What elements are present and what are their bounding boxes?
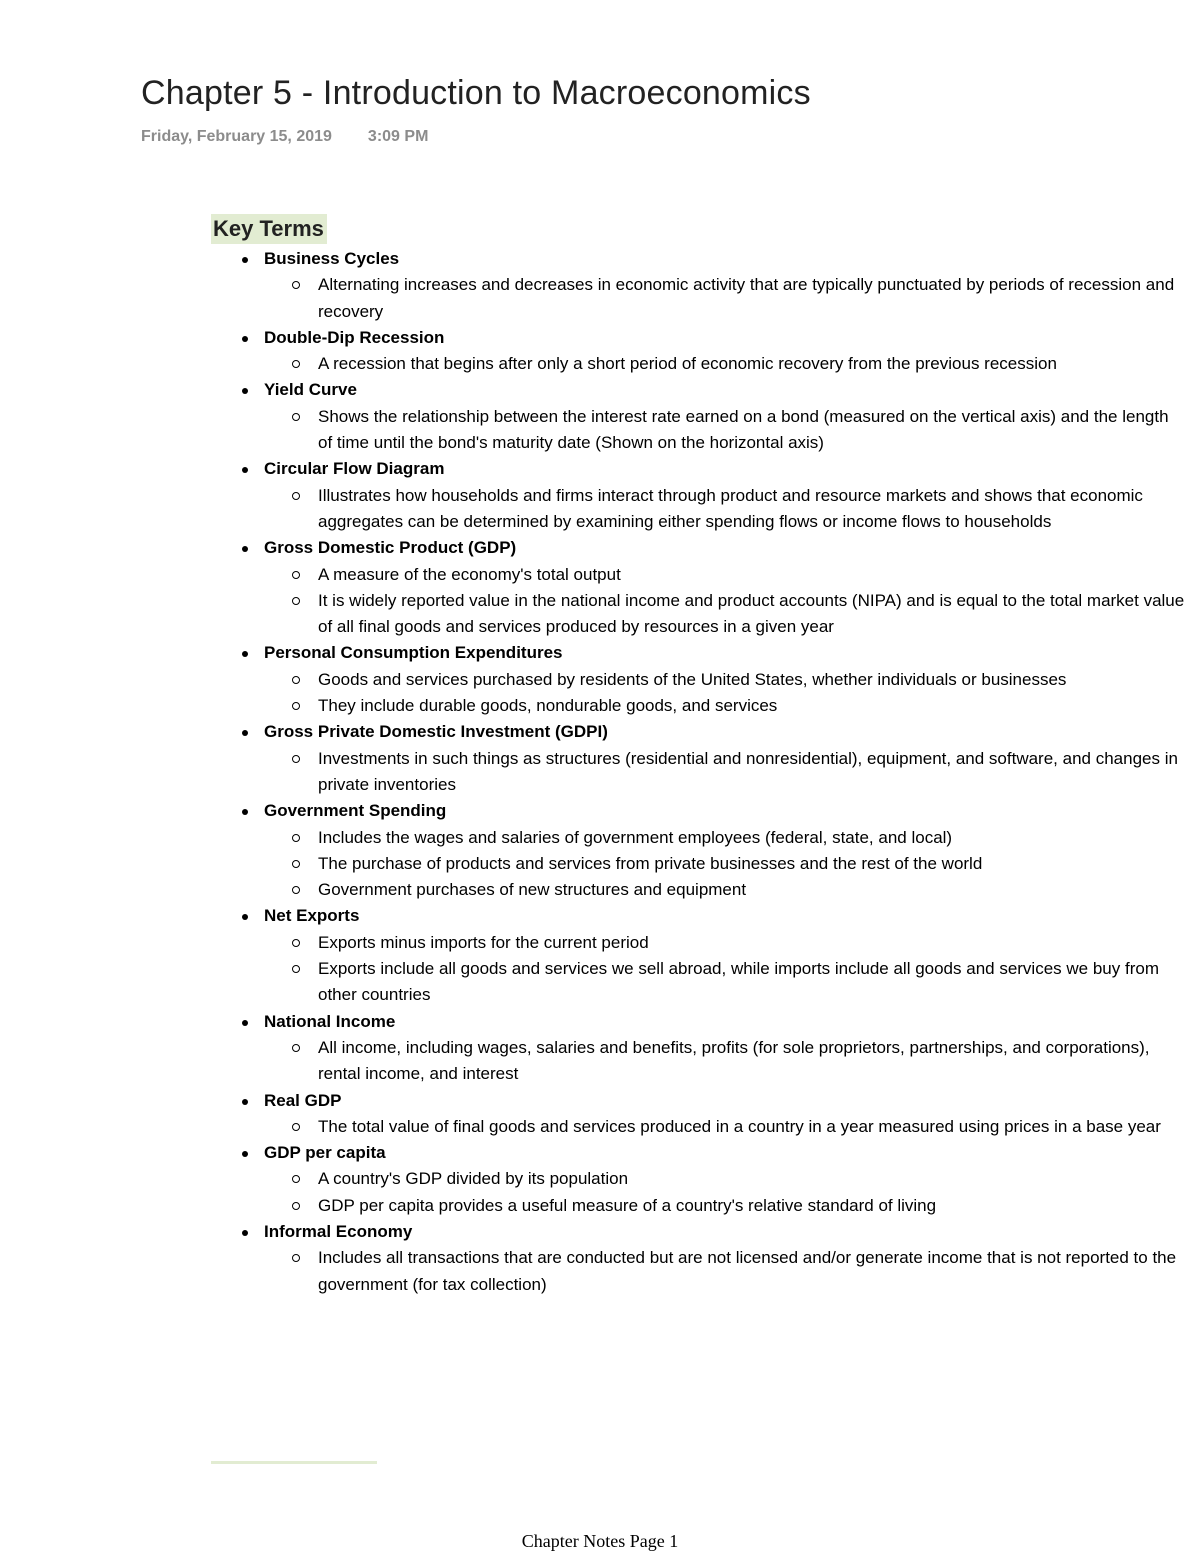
term-definition-list <box>264 1114 1186 1140</box>
term-definition-list <box>264 272 1186 325</box>
page-timestamp <box>141 128 428 146</box>
term-name: Double-Dip Recession <box>264 327 445 347</box>
term-name: Circular Flow Diagram <box>264 459 445 479</box>
term-definition-list <box>264 746 1186 799</box>
term-name: Real GDP <box>264 1090 342 1110</box>
term-definition: Includes all transactions that are conducted but are not licensed and/or generate income that is not reported to the government (for tax collection) <box>264 1245 1186 1298</box>
term-item <box>211 325 1186 378</box>
term-definition: All income, including wages, salaries and benefits, profits (for sole proprietors, partnerships, and corporations), rental income, and interest <box>264 1035 1186 1088</box>
term-definition: A recession that begins after only a short period of economic recovery from the previous recession <box>264 351 1186 377</box>
term-item <box>211 535 1186 640</box>
term-definition-list <box>264 1035 1186 1088</box>
footnote-divider <box>211 1461 377 1464</box>
term-definition: A measure of the economy's total output <box>264 562 1186 588</box>
term-definition-list <box>264 1245 1186 1298</box>
term-item <box>211 798 1186 903</box>
page-title: Chapter 5 - Introduction to Macroeconomics <box>141 74 811 112</box>
term-definition: The total value of final goods and services produced in a country in a year measured using prices in a base year <box>264 1114 1186 1140</box>
page-time: 3:09 PM <box>367 128 429 145</box>
term-definition-list <box>264 562 1186 641</box>
key-terms-list <box>211 246 1186 1298</box>
term-definition: Includes the wages and salaries of government employees (federal, state, and local) <box>264 825 1186 851</box>
term-name: Yield Curve <box>264 380 357 400</box>
term-name: Government Spending <box>264 801 447 821</box>
term-name: Personal Consumption Expenditures <box>264 643 563 663</box>
term-name: National Income <box>264 1011 396 1031</box>
page-footer: Chapter Notes Page 1 <box>521 1531 679 1551</box>
term-definition-list <box>264 404 1186 457</box>
term-definition: Illustrates how households and firms interact through product and resource markets and shows that economic aggregates can be determined by examining either spending flows or income flows to households <box>264 483 1186 536</box>
term-definition: GDP per capita provides a useful measure of a country's relative standard of living <box>264 1193 1186 1219</box>
term-name: Informal Economy <box>264 1221 413 1241</box>
term-definition-list <box>264 930 1186 1009</box>
term-definition: Government purchases of new structures and equipment <box>264 877 1186 903</box>
term-definition: It is widely reported value in the national income and product accounts (NIPA) and is equal to the total market value of all final goods and services produced by resources in a given year <box>264 588 1186 641</box>
section-heading-key-terms: Key Terms <box>211 214 327 244</box>
term-definition-list <box>264 667 1186 720</box>
term-definition: The purchase of products and services from private businesses and the rest of the world <box>264 851 1186 877</box>
term-item <box>211 456 1186 535</box>
term-definition: Shows the relationship between the interest rate earned on a bond (measured on the vertical axis) and the length of time until the bond's maturity date (Shown on the horizontal axis) <box>264 404 1186 457</box>
term-item <box>211 1009 1186 1088</box>
term-definition-list <box>264 825 1186 904</box>
term-item <box>211 1088 1186 1141</box>
term-definition: Exports include all goods and services we sell abroad, while imports include all goods and services we buy from other countries <box>264 956 1186 1009</box>
term-definition: Alternating increases and decreases in economic activity that are typically punctuated by periods of recession and recovery <box>264 272 1186 325</box>
term-name: GDP per capita <box>264 1143 386 1163</box>
term-item <box>211 903 1186 1008</box>
page-date: Friday, February 15, 2019 <box>141 128 332 145</box>
term-definition-list <box>264 483 1186 536</box>
term-definition: A country's GDP divided by its population <box>264 1166 1186 1192</box>
term-name: Gross Domestic Product (GDP) <box>264 538 517 558</box>
term-item <box>211 719 1186 798</box>
term-definition-list <box>264 351 1186 377</box>
term-name: Net Exports <box>264 906 360 926</box>
term-name: Gross Private Domestic Investment (GDPI) <box>264 722 608 742</box>
term-item <box>211 640 1186 719</box>
term-definition-list <box>264 1166 1186 1219</box>
term-definition: Investments in such things as structures (residential and nonresidential), equipment, and software, and changes in private inventories <box>264 746 1186 799</box>
term-item <box>211 1219 1186 1298</box>
term-definition: They include durable goods, nondurable goods, and services <box>264 693 1186 719</box>
term-definition: Exports minus imports for the current period <box>264 930 1186 956</box>
term-name: Business Cycles <box>264 249 400 268</box>
term-item <box>211 377 1186 456</box>
term-definition: Goods and services purchased by residents of the United States, whether individuals or businesses <box>264 667 1186 693</box>
term-item <box>211 246 1186 325</box>
term-item <box>211 1140 1186 1219</box>
